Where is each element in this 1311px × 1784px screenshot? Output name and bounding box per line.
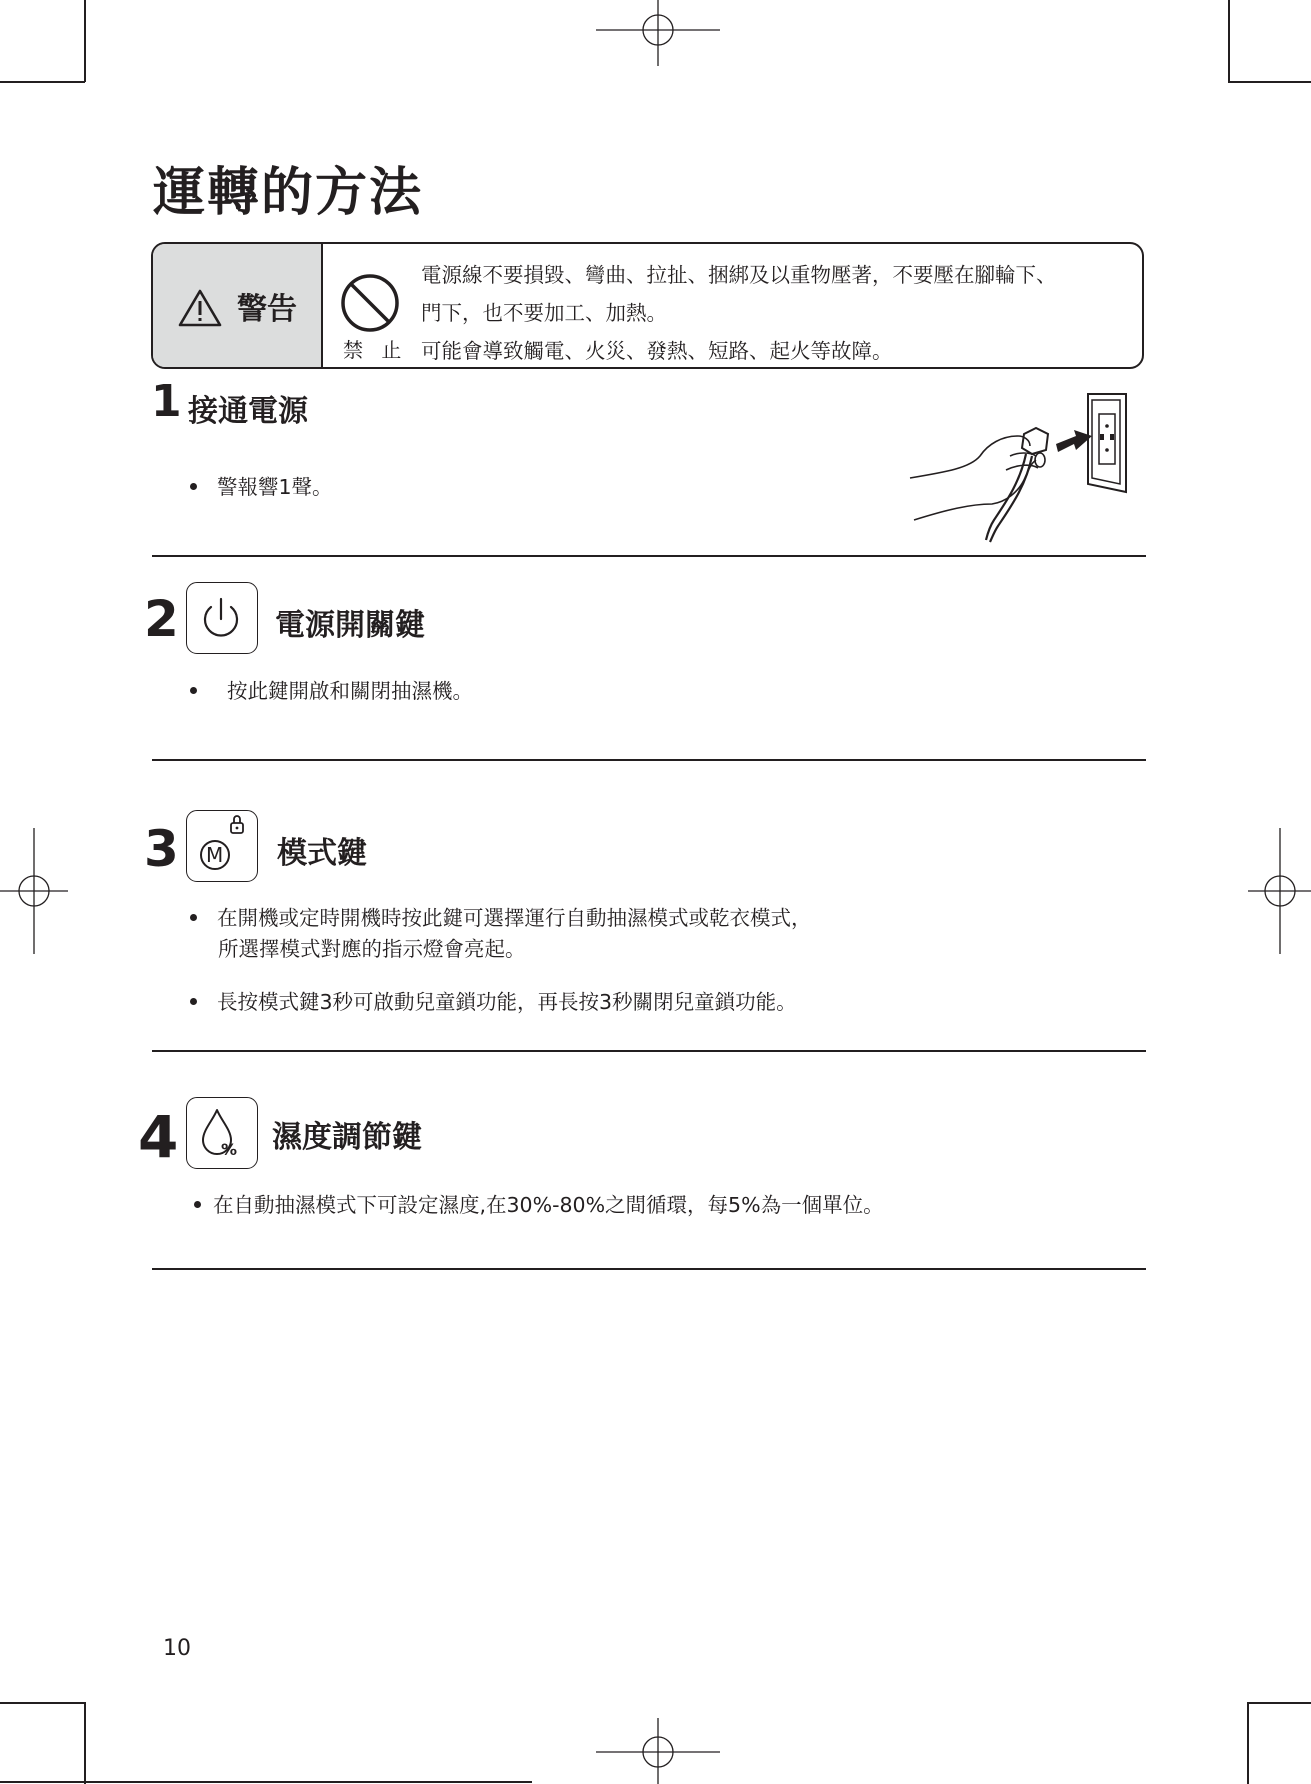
power-icon (185, 581, 257, 653)
mode-icon-letter: M (206, 843, 224, 867)
list-item: 長按模式鍵3秒可啟動兒童鎖功能，再長按3秒關閉兒童鎖功能。 (190, 985, 797, 1015)
list-item: 按此鍵開啟和關閉抽濕機。 (190, 674, 473, 704)
section-divider (152, 555, 1146, 557)
page-number: 10 (163, 1636, 191, 1661)
humidity-key (186, 1097, 258, 1169)
step-heading: 模式鍵 (277, 836, 367, 871)
registration-mark-right (1248, 828, 1311, 954)
warning-label: 警告 (237, 292, 297, 327)
section-divider (152, 759, 1146, 761)
registration-mark-top (596, 0, 720, 66)
warning-text-line: 可能會導致觸電、火災、發熱、短路、起火等故障。 (421, 339, 893, 363)
warning-box (151, 242, 1144, 369)
warning-text-line: 電源線不要損毀、彎曲、拉扯、捆綁及以重物壓著，不要壓在腳輪下、 (421, 263, 1057, 287)
list-item-continuation: 所選擇模式對應的指示燈會亮起。 (218, 937, 526, 961)
prohibit-label: 禁 止 (343, 338, 408, 362)
page-title: 運轉的方法 (153, 163, 424, 223)
step-number: 3 (144, 820, 179, 878)
step-number: 2 (144, 590, 179, 648)
registration-mark-left (0, 828, 68, 954)
warning-text-line: 門下，也不要加工、加熱。 (421, 301, 667, 325)
step-heading: 電源開關鍵 (275, 608, 425, 643)
warning-label-panel (153, 244, 323, 367)
step-heading: 接通電源 (188, 394, 308, 429)
plug-into-outlet-illustration (906, 392, 1132, 544)
list-item: 在自動抽濕模式下可設定濕度,在30%-80%之間循環，每5%為一個單位。 (194, 1188, 884, 1218)
warning-triangle-icon (177, 288, 223, 328)
prohibited-icon (339, 272, 401, 334)
registration-mark-bottom (596, 1718, 720, 1784)
section-divider (152, 1268, 1146, 1270)
list-item: 警報響1聲。 (190, 470, 333, 500)
power-key (186, 582, 258, 654)
step-number: 1 (151, 376, 182, 427)
step-number: 4 (138, 1103, 179, 1171)
humidity-icon-symbol: % (221, 1140, 238, 1159)
section-divider (152, 1050, 1146, 1052)
mode-key (186, 810, 258, 882)
list-item: 在開機或定時開機時按此鍵可選擇運行自動抽濕模式或乾衣模式， (190, 901, 812, 931)
step-heading: 濕度調節鍵 (272, 1120, 422, 1155)
